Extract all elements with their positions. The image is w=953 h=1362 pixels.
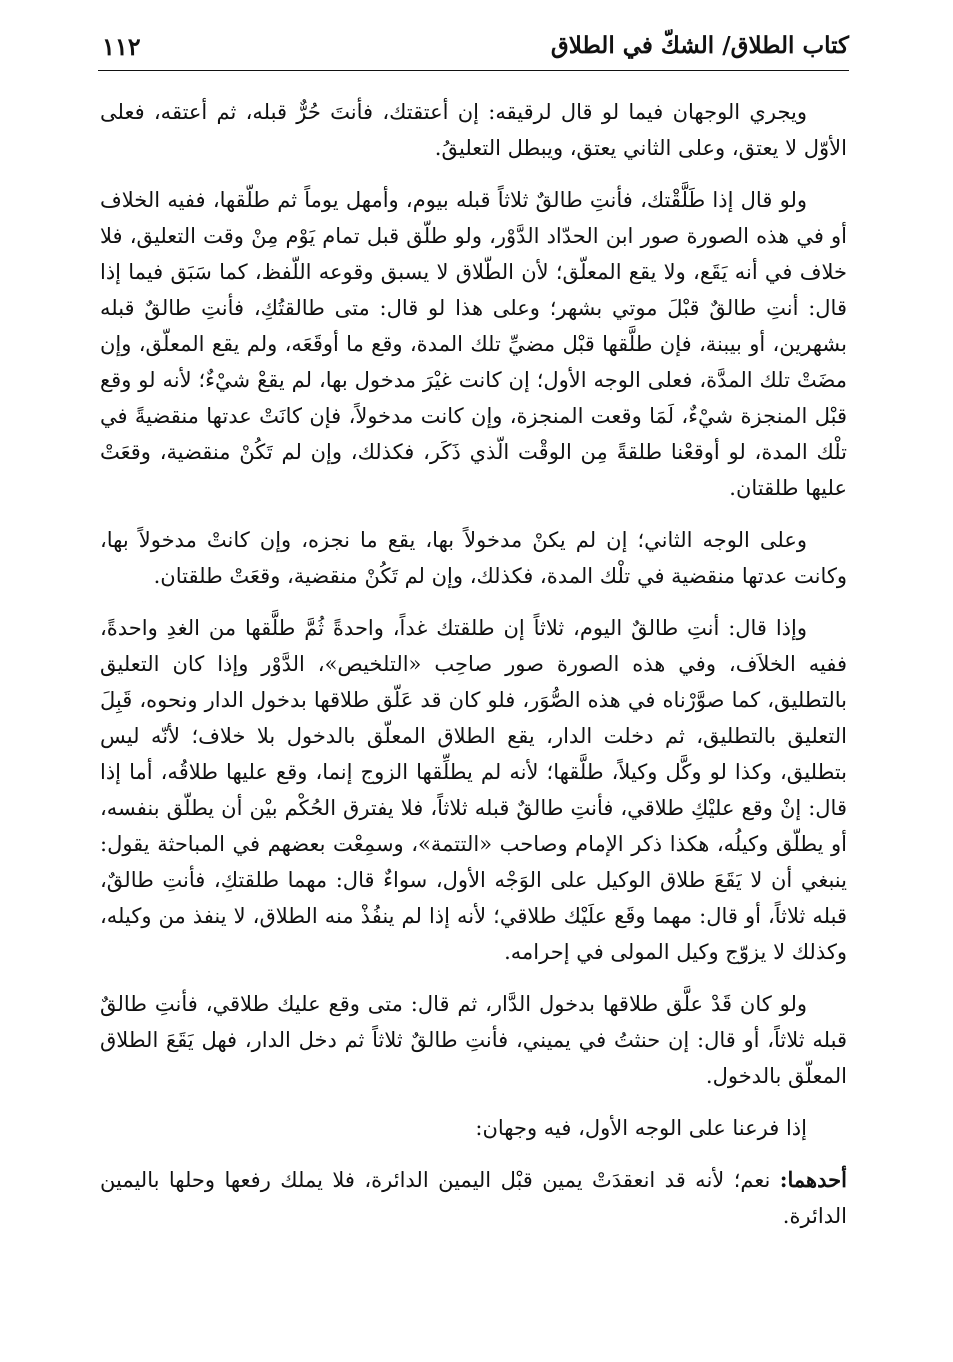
page-number: ١١٢ (102, 32, 141, 61)
page-header (98, 30, 849, 71)
first-view-paragraph (100, 1162, 847, 1234)
paragraph-1: ويجري الوجهان فيما لو قال لرقيقه: إن أعتقتك، فأنتَ حُرٌّ قبله، ثم أعتقه، فعلى الأوّل لا يعتق، وعلى الثاني يعتق، ويبطل التعليقُ. (100, 100, 847, 160)
page-body (100, 94, 847, 1250)
question-line: إذا فرعنا على الوجه الأول، فيه وجهان: (475, 1116, 807, 1140)
paragraph-2: ولو قال إذا طَلَّقْتك، فأنتِ طالقٌ ثلاثاً قبله بيوم، وأمهل يوماً ثم طلّقها، ففيه الخلاف أو في هذه الصورة صور ابن الحدّاد الدَّوْر، ولو طلّق قبل تمام يَوْم مِنْ وقت التعليق، فلا خلاف في أنه يَقَع، ولا يقع المعلّق؛ لأن الطّلاق لا يسبق وقوعه اللّفظ، كما سَبَق فيما إذا قال: أنتِ طالقٌ قبْلَ موتي بشهر؛ وعلى هذا لو قال: متى طالقتُكِ، فأنتِ طالقٌ قبله بشهرين، أو بيبنة، فإن طلَّقها قبْل مضيِّ تلك المدة، وقع ما أوقَعَه، ولم يقع المعلّق، وإن مضَتْ تلك المدَّة، فعلى الوجه الأول؛ إن كانت غيْرَ مدخول بها، لم يقعْ شيْءٌ؛ لأنه لو وقع قبْل المنجزة شيْءٌ، لَمَا وقعت المنجزة، وإن كانت مدخولاً، فإن كانَتْ عدتها منقضيةً في تلْك المدة، لو أوقعْنا طلقةً مِن الوقْت الّذي ذَكَر، فكذلك، وإن لم تَكُنْ منقضية، وقعَتْ عليها طلقتان. (100, 188, 847, 500)
first-view-text: نعم؛ لأنه قد انعقدَتْ يمين قبْل اليمين الدائرة، فلا يملك رفعها وحلها باليمين الدائرة. (100, 1168, 847, 1228)
paragraph-5: ولو كان قَدْ علَّق طلاقها بدخول الدَّار، ثم قال: متى وقع عليك طلاقي، فأنتِ طالقٌ قبله ثلاثاً، أو قال: إن حنثتُ في يميني، فأنتِ طالقٌ ثلاثاً ثم دخل الدار، فهل يَقَعَ الطلاق المعلّق بالدخول. (100, 992, 847, 1088)
first-view-term: أحدهما: (779, 1167, 847, 1192)
paragraph-4: وإذا قال: أنتِ طالقٌ اليوم، ثلاثاً إن طلقتك غداً، واحدةً ثُمَّ طلَّقها من الغدِ واحدةً، ففيه الخلاَف، وفي هذه الصورة صور صاحِب «التلخيص»، الدَّوْر وإذا كان التعليق بالتطليق، كما صوَّرْناه في هذه الصُّوَر، فلو كان قد عَلّق طلاقها بدخول الدار ونحوه، قَبِلَ التعليق بالتطليق، ثم دخلت الدار، يقع الطلاق المعلّق بالدخول بلا خلاف؛ لأنّه ليس بتطليق، وكذا لو وكَّل وكيلاً، طلَّقها؛ لأنه لم يطلِّقها الزوج إنما، وقع عليها طلاقُه، أما إذا قال: إنْ وقع عليْكِ طلاقي، فأنتِ طالقٌ قبله ثلاثاً، فلا يفترق الحُكْم بيْن أن يطلّق بنفسه، أو يطلّق وكيلُه، هكذا ذكر الإمام وصاحب «التتمة»، وسمِعْت بعضهم في المباحثة يقول: ينبغي أن لا يَقَعَ طلاق الوكيل على الوَجْه الأول، سواءٌ قال: مهما طلقتكِ، فأنتِ طالقٌ، قبله ثلاثاً، أو قال: مهما وقَع علَيْك طلاقي؛ لأنه إذا لم ينفُذْ منه الطلاق، لا ينفذ من وكيله، وكذلك لا يزوّج وكيل المولى في إحرامه. (100, 616, 847, 964)
paragraph-3: وعلى الوجه الثاني؛ إن لم يكنْ مدخولاً بها، يقع ما نجزه، وإن كانتْ مدخولاً بها، وكانت عدتها منقضية في تلْك المدة، فكذلك، وإن لم تَكُنْ منقضية، وقعَتْ طلقتان. (100, 528, 847, 588)
running-title: كتاب الطلاق/ الشكّ في الطلاق (550, 32, 849, 59)
